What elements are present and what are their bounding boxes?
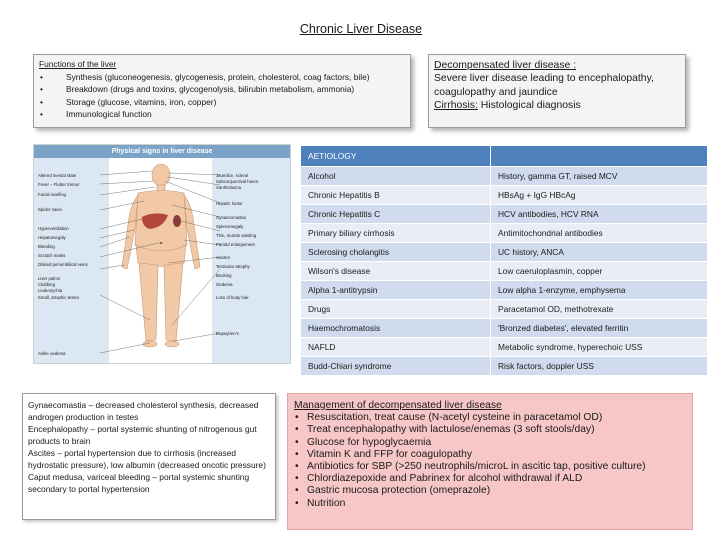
aetiology-table <box>300 145 708 376</box>
investigation-cell: Risk factors, doppler USS <box>491 357 708 376</box>
list-item: • Antibiotics for SBP (>250 neutrophils/microL in ascitic tap, positive culture) <box>295 461 646 473</box>
figure-label: Leukonychia <box>38 288 63 293</box>
management-box <box>287 393 693 530</box>
cause-cell: Drugs <box>301 300 491 319</box>
cirrhosis-definition <box>434 99 680 112</box>
table-row <box>301 262 708 281</box>
cause-cell: Alcohol <box>301 167 491 186</box>
figure-label: Gynaecomastia <box>216 215 246 220</box>
bullet-icon: • <box>295 497 299 509</box>
list-item: • Resuscitation, treat cause (N-acetyl cysteine in paracetamol OD) <box>295 412 603 424</box>
cause-cell: Chronic Hepatitis B <box>301 186 491 205</box>
figure-label: Parotid enlargement <box>216 242 255 247</box>
cause-cell: Primary biliary cirrhosis <box>301 224 491 243</box>
table-header-row <box>301 146 708 167</box>
figure-label: Scratch marks <box>38 253 66 258</box>
investigation-cell: Antimitochondrial antibodies <box>491 224 708 243</box>
investigation-cell: HCV antibodies, HCV RNA <box>491 205 708 224</box>
table-row <box>301 224 708 243</box>
figure-label: Altered mental state <box>38 173 77 178</box>
table-row <box>301 338 708 357</box>
table-row <box>301 357 708 376</box>
cause-cell: Chronic Hepatitis C <box>301 205 491 224</box>
physical-signs-figure <box>33 144 291 364</box>
list-item: Encephalopathy – portal systemic shunting of nitrogenous gut products to brain <box>28 424 257 446</box>
figure-label: Hepatomegaly <box>38 235 66 240</box>
bullet-icon: • <box>40 96 43 107</box>
bullet-icon: • <box>295 436 299 448</box>
figure-label: Hyperventilation <box>38 226 69 231</box>
list-item: • Synthesis (gluconeogenesis, glycogenesis, protein, cholesterol, coag factors, bile) <box>40 71 370 82</box>
investigation-cell: Metabolic syndrome, hyperechoic USS <box>491 338 708 357</box>
list-item: • Storage (glucose, vitamins, iron, copper) <box>40 96 217 107</box>
list-item: Caput medusa, variceal bleeding – portal systemic shunting secondary to portal hypertension <box>28 472 250 494</box>
figure-label: Clubbing <box>38 282 55 287</box>
umbilicus-icon <box>160 242 163 244</box>
table-row <box>301 281 708 300</box>
list-item: Ascites – portal hypertension due to cirrhosis (increased hydrostatic pressure), low albumin (decreased oncotic pressure) <box>28 448 266 470</box>
figure-title: Physical signs in liver disease <box>34 145 290 158</box>
decompensated-definition-box <box>428 54 686 128</box>
figure-label: Bruising <box>216 273 232 278</box>
figure-label: Spider naevi <box>38 207 62 212</box>
list-item: • Vitamin K and FFP for coagulopathy <box>295 448 473 460</box>
table-row <box>301 186 708 205</box>
table-row <box>301 319 708 338</box>
management-list <box>294 412 686 510</box>
bullet-icon: • <box>295 461 299 473</box>
list-item: • Treat encephalopathy with lactulose/enemas (3 soft stools/day) <box>295 424 595 436</box>
bullet-icon: • <box>295 473 299 485</box>
aetiology-header: AETIOLOGY <box>301 146 491 167</box>
investigation-cell: UC history, ANCA <box>491 243 708 262</box>
list-item: • Glucose for hypoglycaemia <box>295 436 432 448</box>
list-item: • Nutrition <box>295 497 346 509</box>
symptom-mechanisms-box <box>22 393 276 520</box>
list-item: • Gastric mucosa protection (omeprazole) <box>295 485 491 497</box>
page-title: Chronic Liver Disease <box>299 22 423 36</box>
figure-label: Facial swelling <box>38 192 66 197</box>
investigation-cell: Paracetamol OD, methotrexate <box>491 300 708 319</box>
figure-label: Fever – Flutter tremor <box>38 182 80 187</box>
cause-cell: NAFLD <box>301 338 491 357</box>
liver-functions-box <box>33 54 411 128</box>
figure-label: Dupuytren's <box>216 331 239 336</box>
body-outline-icon <box>122 164 200 347</box>
cirrhosis-label: Cirrhosis: <box>434 100 478 112</box>
decompensated-heading: Decompensated liver disease : <box>434 60 577 71</box>
figure-label: Bleeding <box>38 244 55 249</box>
cause-cell: Haemochromatosis <box>301 319 491 338</box>
cause-cell: Budd-Chiari syndrome <box>301 357 491 376</box>
investigation-cell: Low caeruloplasmin, copper <box>491 262 708 281</box>
figure-label: Thin, muscle wasting <box>216 233 257 238</box>
figure-label: Subconjunctival haem. <box>216 179 260 184</box>
cause-cell: Sclerosing cholangitis <box>301 243 491 262</box>
figure-label: Loss of body hair <box>216 295 249 300</box>
figure-label: Xanthelasma <box>216 185 242 190</box>
figure-label: Splenomegaly <box>216 224 244 229</box>
cause-cell: Alpha 1-antitrypsin <box>301 281 491 300</box>
list-item: • Immunological function <box>40 109 152 120</box>
figure-label: Ascites <box>216 255 230 260</box>
aetiology-header-blank <box>491 146 708 167</box>
figure-label: Oedema <box>216 282 233 287</box>
table-row <box>301 243 708 262</box>
cirrhosis-text: Histological diagnosis <box>477 100 581 112</box>
list-item: • Chlordiazepoxide and Pabrinex for alcohol withdrawal if ALD <box>295 473 583 485</box>
table-row <box>301 167 708 186</box>
bullet-icon: • <box>40 84 43 95</box>
figure-label: Liver palms <box>38 276 60 281</box>
list-item: • Breakdown (drugs and toxins, glycogenolysis, bilirubin metabolism, ammonia) <box>40 84 355 95</box>
cause-cell: Wilson's disease <box>301 262 491 281</box>
figure-label: Dilated periumbilical veins <box>38 262 88 267</box>
figure-label: Hepatic foetor <box>216 201 243 206</box>
management-heading: Management of decompensated liver disease <box>294 400 502 411</box>
figure-label: Testicular atrophy <box>216 264 250 269</box>
table-row <box>301 205 708 224</box>
bullet-icon: • <box>40 109 43 120</box>
investigation-cell: History, gamma GT, raised MCV <box>491 167 708 186</box>
decompensated-definition: Severe liver disease leading to encephalopathy, coagulopathy and jaundice <box>434 73 654 98</box>
investigation-cell: Low alpha 1-enzyme, emphysema <box>491 281 708 300</box>
figure-label: Ankle oedema <box>38 351 66 356</box>
bullet-icon: • <box>40 71 43 82</box>
investigation-cell: 'Bronzed diabetes', elevated ferritin <box>491 319 708 338</box>
figure-label: Jaundice, scleral <box>216 173 249 178</box>
bullet-icon: • <box>295 448 299 460</box>
investigation-cell: HBsAg + IgG HBcAg <box>491 186 708 205</box>
liver-functions-heading: Functions of the liver <box>39 59 117 69</box>
list-item: Gynaecomastia – decreased cholesterol synthesis, decreased androgen production in testes <box>28 400 259 422</box>
spleen-icon <box>173 215 181 227</box>
bullet-icon: • <box>295 485 299 497</box>
figure-label: Small, atrophic testes <box>38 295 80 300</box>
table-row <box>301 300 708 319</box>
bullet-icon: • <box>295 412 299 424</box>
bullet-icon: • <box>295 424 299 436</box>
